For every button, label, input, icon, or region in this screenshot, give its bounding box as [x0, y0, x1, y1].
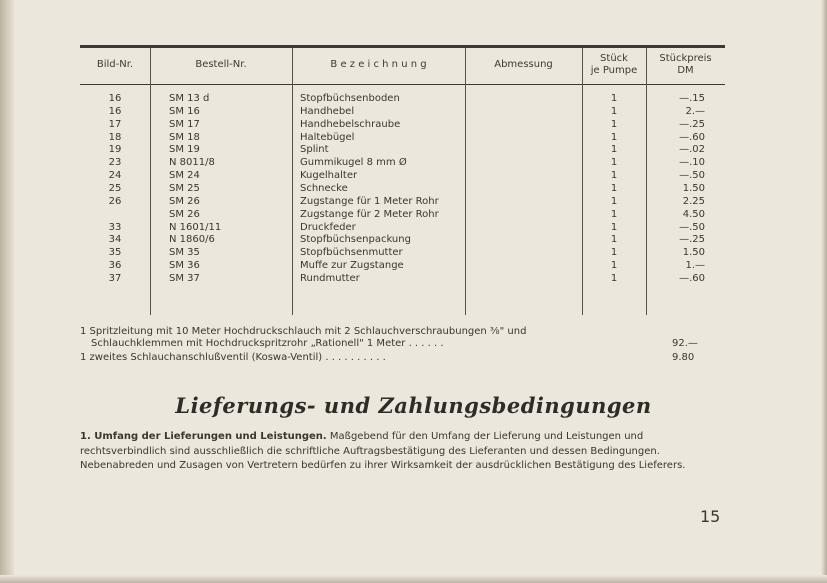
cell-bestell: N 8011/8	[169, 157, 215, 169]
cell-stueck: 1	[610, 221, 618, 233]
cell-stueck: 1	[610, 260, 618, 272]
header-stueckpreis	[646, 53, 725, 77]
cell-stueck: 1	[610, 131, 618, 143]
cell-bild: 23	[108, 157, 122, 169]
cell-stueck: 1	[610, 182, 618, 194]
cell-bild: 26	[108, 195, 122, 207]
extra-item-1-line2: Schlauchklemmen mit Hochdruckspritzrohr „Rationell" 1 Meter . . . . . .	[91, 338, 444, 349]
cell-preis: —.10	[679, 157, 705, 169]
header-bezeichnung: B e z e i c h n u n g	[330, 59, 427, 70]
extra-item-2-price: 9.80	[672, 352, 695, 363]
cell-stueck: 1	[610, 144, 618, 156]
cell-bild: 24	[108, 170, 122, 182]
header-preis-line2: DM	[677, 65, 694, 76]
cell-preis: 1.50	[682, 247, 705, 259]
cell-bild: 17	[108, 118, 122, 130]
cell-bestell: N 1601/11	[169, 221, 222, 233]
cell-bestell: SM 26	[169, 195, 200, 207]
page-number: 15	[700, 507, 721, 526]
cell-bestell: SM 26	[169, 208, 200, 220]
header-stueck-line2: je Pumpe	[590, 65, 638, 76]
cell-bez: Zugstange für 1 Meter Rohr	[300, 195, 439, 207]
cell-bez: Kugelhalter	[300, 170, 358, 182]
cell-bestell: SM 18	[169, 131, 200, 143]
cell-stueck: 1	[610, 118, 618, 130]
cell-bild: 16	[108, 105, 122, 117]
cell-bestell: SM 19	[169, 144, 200, 156]
cell-stueck: 1	[610, 234, 618, 246]
section-heading: Lieferungs- und Zahlungsbedingungen	[175, 393, 652, 418]
header-stueck	[582, 53, 646, 77]
cell-bez: Gummikugel 8 mm Ø	[300, 157, 407, 169]
cell-stueck: 1	[610, 157, 618, 169]
cell-stueck: 1	[610, 247, 618, 259]
cell-bestell: SM 36	[169, 260, 200, 272]
terms-paragraph-1-label: 1. Umfang der Lieferungen und Leistungen.	[80, 431, 327, 442]
extra-item-1-price: 92.—	[672, 338, 698, 349]
cell-preis: —.02	[679, 144, 705, 156]
cell-preis: —.50	[679, 221, 705, 233]
cell-bez: Schnecke	[300, 182, 348, 194]
cell-preis: —.60	[679, 131, 705, 143]
cell-preis: —.50	[679, 170, 705, 182]
cell-bild: 37	[108, 272, 122, 284]
header-bestell-nr: Bestell-Nr.	[195, 59, 247, 70]
terms-paragraph-1	[80, 430, 725, 474]
cell-preis: —.25	[679, 118, 705, 130]
extra-item-1-line1: 1 Spritzleitung mit 10 Meter Hochdruckschlauch mit 2 Schlauchverschraubungen ⅜" und	[80, 326, 527, 337]
header-preis-line1: Stückpreis	[659, 53, 712, 64]
cell-bild: 35	[108, 247, 122, 259]
cell-bez: Handhebel	[300, 105, 355, 117]
extra-item-2: 1 zweites Schlauchanschlußventil (Koswa-Ventil) . . . . . . . . . .	[80, 352, 386, 363]
column-divider	[292, 48, 293, 315]
cell-bez: Muffe zur Zugstange	[300, 260, 404, 272]
cell-preis: 1.50	[682, 182, 705, 194]
cell-bild: 16	[108, 93, 122, 104]
cell-stueck: 1	[610, 272, 618, 284]
cell-bez: Stopfbüchsenpackung	[300, 234, 411, 246]
cell-bez: Zugstange für 2 Meter Rohr	[300, 208, 439, 220]
cell-stueck: 1	[610, 93, 618, 104]
cell-bild: 36	[108, 260, 122, 272]
cell-bestell: SM 25	[169, 182, 200, 194]
table-header-rule	[80, 84, 725, 85]
header-abmessung: Abmessung	[494, 59, 553, 70]
cell-preis: 2.25	[682, 195, 705, 207]
cell-stueck: 1	[610, 105, 618, 117]
column-divider	[150, 48, 151, 315]
page-gutter-shadow	[0, 0, 14, 583]
cell-bild: 25	[108, 182, 122, 194]
column-divider	[465, 48, 466, 315]
cell-bild: 19	[108, 144, 122, 156]
page-edge-shadow	[821, 0, 827, 583]
cell-preis: 4.50	[682, 208, 705, 220]
cell-bestell: SM 24	[169, 170, 200, 182]
page-bottom-shadow	[0, 575, 827, 583]
cell-stueck: 1	[610, 195, 618, 207]
cell-preis: —.15	[679, 93, 705, 104]
cell-bestell: SM 17	[169, 118, 200, 130]
cell-bez: Rundmutter	[300, 272, 360, 284]
cell-bestell: SM 37	[169, 272, 200, 284]
cell-preis: —.60	[679, 272, 705, 284]
cell-bestell: SM 35	[169, 247, 200, 259]
table-top-rule	[80, 45, 725, 48]
cell-bez: Stopfbüchsenboden	[300, 93, 400, 104]
cell-bez: Druckfeder	[300, 221, 356, 233]
cell-bez: Handhebelschraube	[300, 118, 401, 130]
cell-stueck: 1	[610, 208, 618, 220]
header-stueck-line1: Stück	[600, 53, 628, 64]
terms-paragraph-1-text: Maßgebend für den Umfang der Lieferung und Leistungen und rechtsverbindlich sind ausschließlich die schriftliche Auftragsbestätigung des Lieferanten und dessen Bedingungen. Nebenabreden und Zusagen von Vertretern bedürfen zu ihrer Wirksamkeit der ausdrücklichen Bestätigung des Lieferers.	[80, 431, 686, 471]
cell-preis: 2.—	[685, 105, 705, 117]
cell-preis: —.25	[679, 234, 705, 246]
cell-stueck: 1	[610, 170, 618, 182]
header-bild-nr: Bild-Nr.	[96, 59, 134, 70]
cell-bild: 34	[108, 234, 122, 246]
cell-bestell: SM 13 d	[169, 93, 210, 104]
cell-bild: 18	[108, 131, 122, 143]
cell-bestell: SM 16	[169, 105, 200, 117]
cell-bestell: N 1860/6	[169, 234, 215, 246]
cell-bez: Stopfbüchsenmutter	[300, 247, 403, 259]
parts-table	[80, 45, 725, 315]
cell-bez: Haltebügel	[300, 131, 355, 143]
cell-preis: 1.—	[685, 260, 705, 272]
cell-bez: Splint	[300, 144, 329, 156]
cell-bild: 33	[108, 221, 122, 233]
